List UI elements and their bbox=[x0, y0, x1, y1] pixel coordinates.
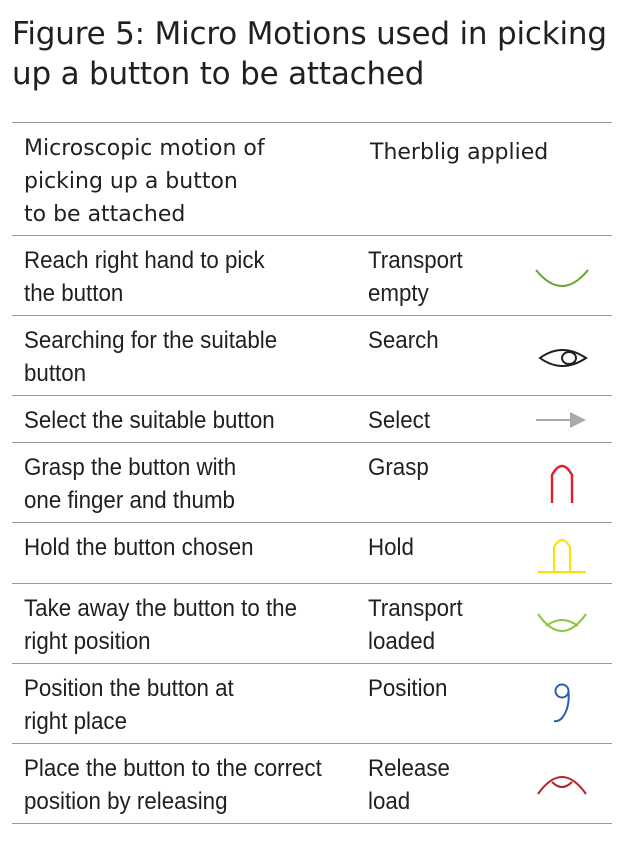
table-row bbox=[12, 523, 612, 583]
table-row bbox=[12, 744, 612, 823]
therblig-cell: Hold bbox=[368, 534, 414, 561]
motion-cell: Reach right hand to pick the button bbox=[24, 247, 265, 307]
therblig-cell: Transport loaded bbox=[368, 595, 463, 655]
motion-cell: Place the button to the correct position by releasing bbox=[24, 755, 322, 815]
figure-title: Figure 5: Micro Motions used in picking up a button to be attached bbox=[12, 16, 607, 92]
therblig-cell: Grasp bbox=[368, 454, 429, 481]
therblig-cell: Select bbox=[368, 407, 431, 434]
table-row bbox=[12, 664, 612, 743]
motion-cell: Take away the button to the right position bbox=[24, 595, 297, 655]
motion-cell: Grasp the button with one finger and thumb bbox=[24, 454, 237, 514]
transport-loaded-icon bbox=[522, 596, 602, 652]
motion-cell: Position the button at right place bbox=[24, 675, 234, 735]
release-load-icon bbox=[522, 754, 602, 810]
motion-cell: Select the suitable button bbox=[24, 407, 275, 434]
table-bottom-rule bbox=[12, 823, 612, 824]
table-row bbox=[12, 316, 612, 395]
therblig-cell: Search bbox=[368, 327, 439, 354]
table-top-rule bbox=[12, 122, 612, 123]
motion-cell: Hold the button chosen bbox=[24, 534, 254, 561]
transport-empty-icon bbox=[522, 246, 602, 302]
table-row bbox=[12, 584, 612, 663]
table-row bbox=[12, 236, 612, 315]
header-motion: Microscopic motion of picking up a button to be attached bbox=[24, 136, 265, 227]
position-nine-icon bbox=[522, 674, 602, 730]
select-arrow-icon bbox=[522, 392, 602, 448]
header-therblig: Therblig applied bbox=[370, 140, 549, 165]
table-row bbox=[12, 443, 612, 522]
therblig-cell: Position bbox=[368, 675, 448, 702]
motion-cell: Searching for the suitable button bbox=[24, 327, 278, 387]
therblig-cell: Transport empty bbox=[368, 247, 463, 307]
hold-icon bbox=[522, 527, 602, 583]
grasp-icon bbox=[522, 455, 602, 511]
therblig-cell: Release load bbox=[368, 755, 450, 815]
search-eye-icon bbox=[522, 330, 602, 386]
table-row bbox=[12, 396, 612, 442]
